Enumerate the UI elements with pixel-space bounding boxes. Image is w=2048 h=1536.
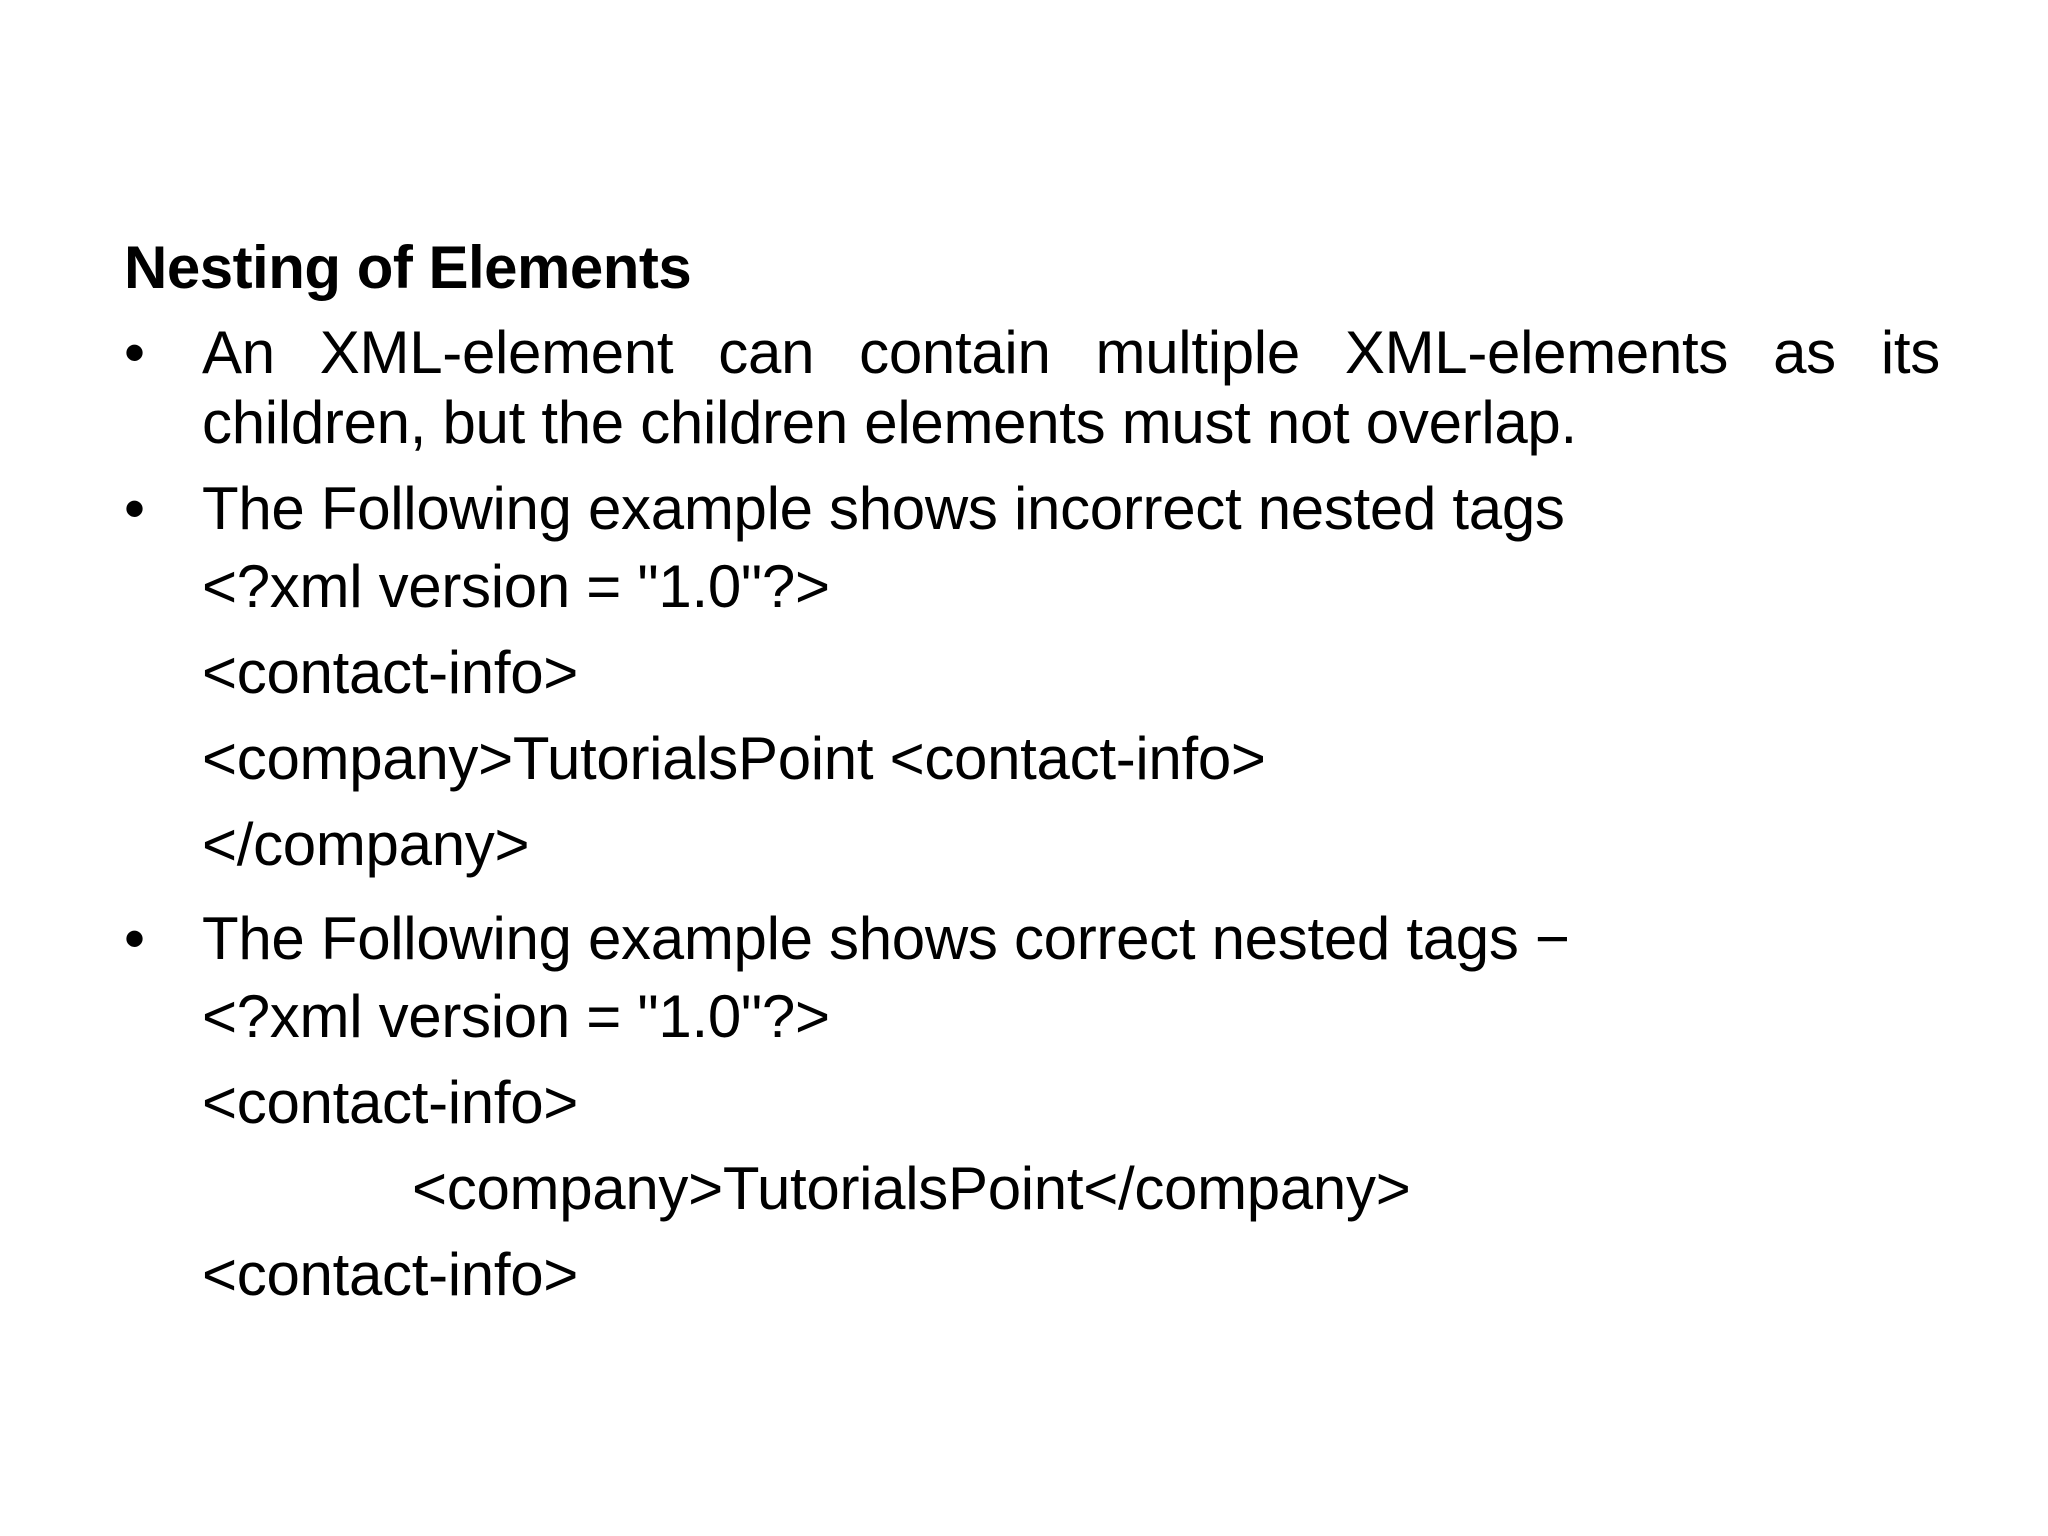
slide-heading: Nesting of Elements xyxy=(124,234,692,301)
bullet-dot-icon: • xyxy=(124,905,145,972)
bullet-item xyxy=(124,318,1940,458)
bullet-dot-icon: • xyxy=(124,475,145,542)
code-line: <company>TutorialsPoint</company> xyxy=(412,1155,1411,1222)
bullet-dot-icon: • xyxy=(124,319,145,386)
bullet-text: The Following example shows incorrect nested tags xyxy=(202,475,1565,542)
code-line: <?xml version = "1.0"?> xyxy=(202,983,830,1050)
bullet-item xyxy=(124,474,1940,544)
bullet-text-line: children, but the children elements must not overlap. xyxy=(202,389,1577,456)
code-line: </company> xyxy=(202,811,530,878)
code-line: <?xml version = "1.0"?> xyxy=(202,553,830,620)
bullet-text-line: An XML-element can contain multiple XML-elements as its xyxy=(202,319,1940,386)
code-line: <contact-info> xyxy=(202,1069,579,1136)
code-line: <contact-info> xyxy=(202,1241,579,1308)
bullet-item xyxy=(124,904,1940,974)
bullet-text: The Following example shows correct nested tags − xyxy=(202,905,1570,972)
slide-content xyxy=(124,232,1940,1318)
code-line: <contact-info> xyxy=(202,639,579,706)
code-line: <company>TutorialsPoint <contact-info> xyxy=(202,725,1266,792)
